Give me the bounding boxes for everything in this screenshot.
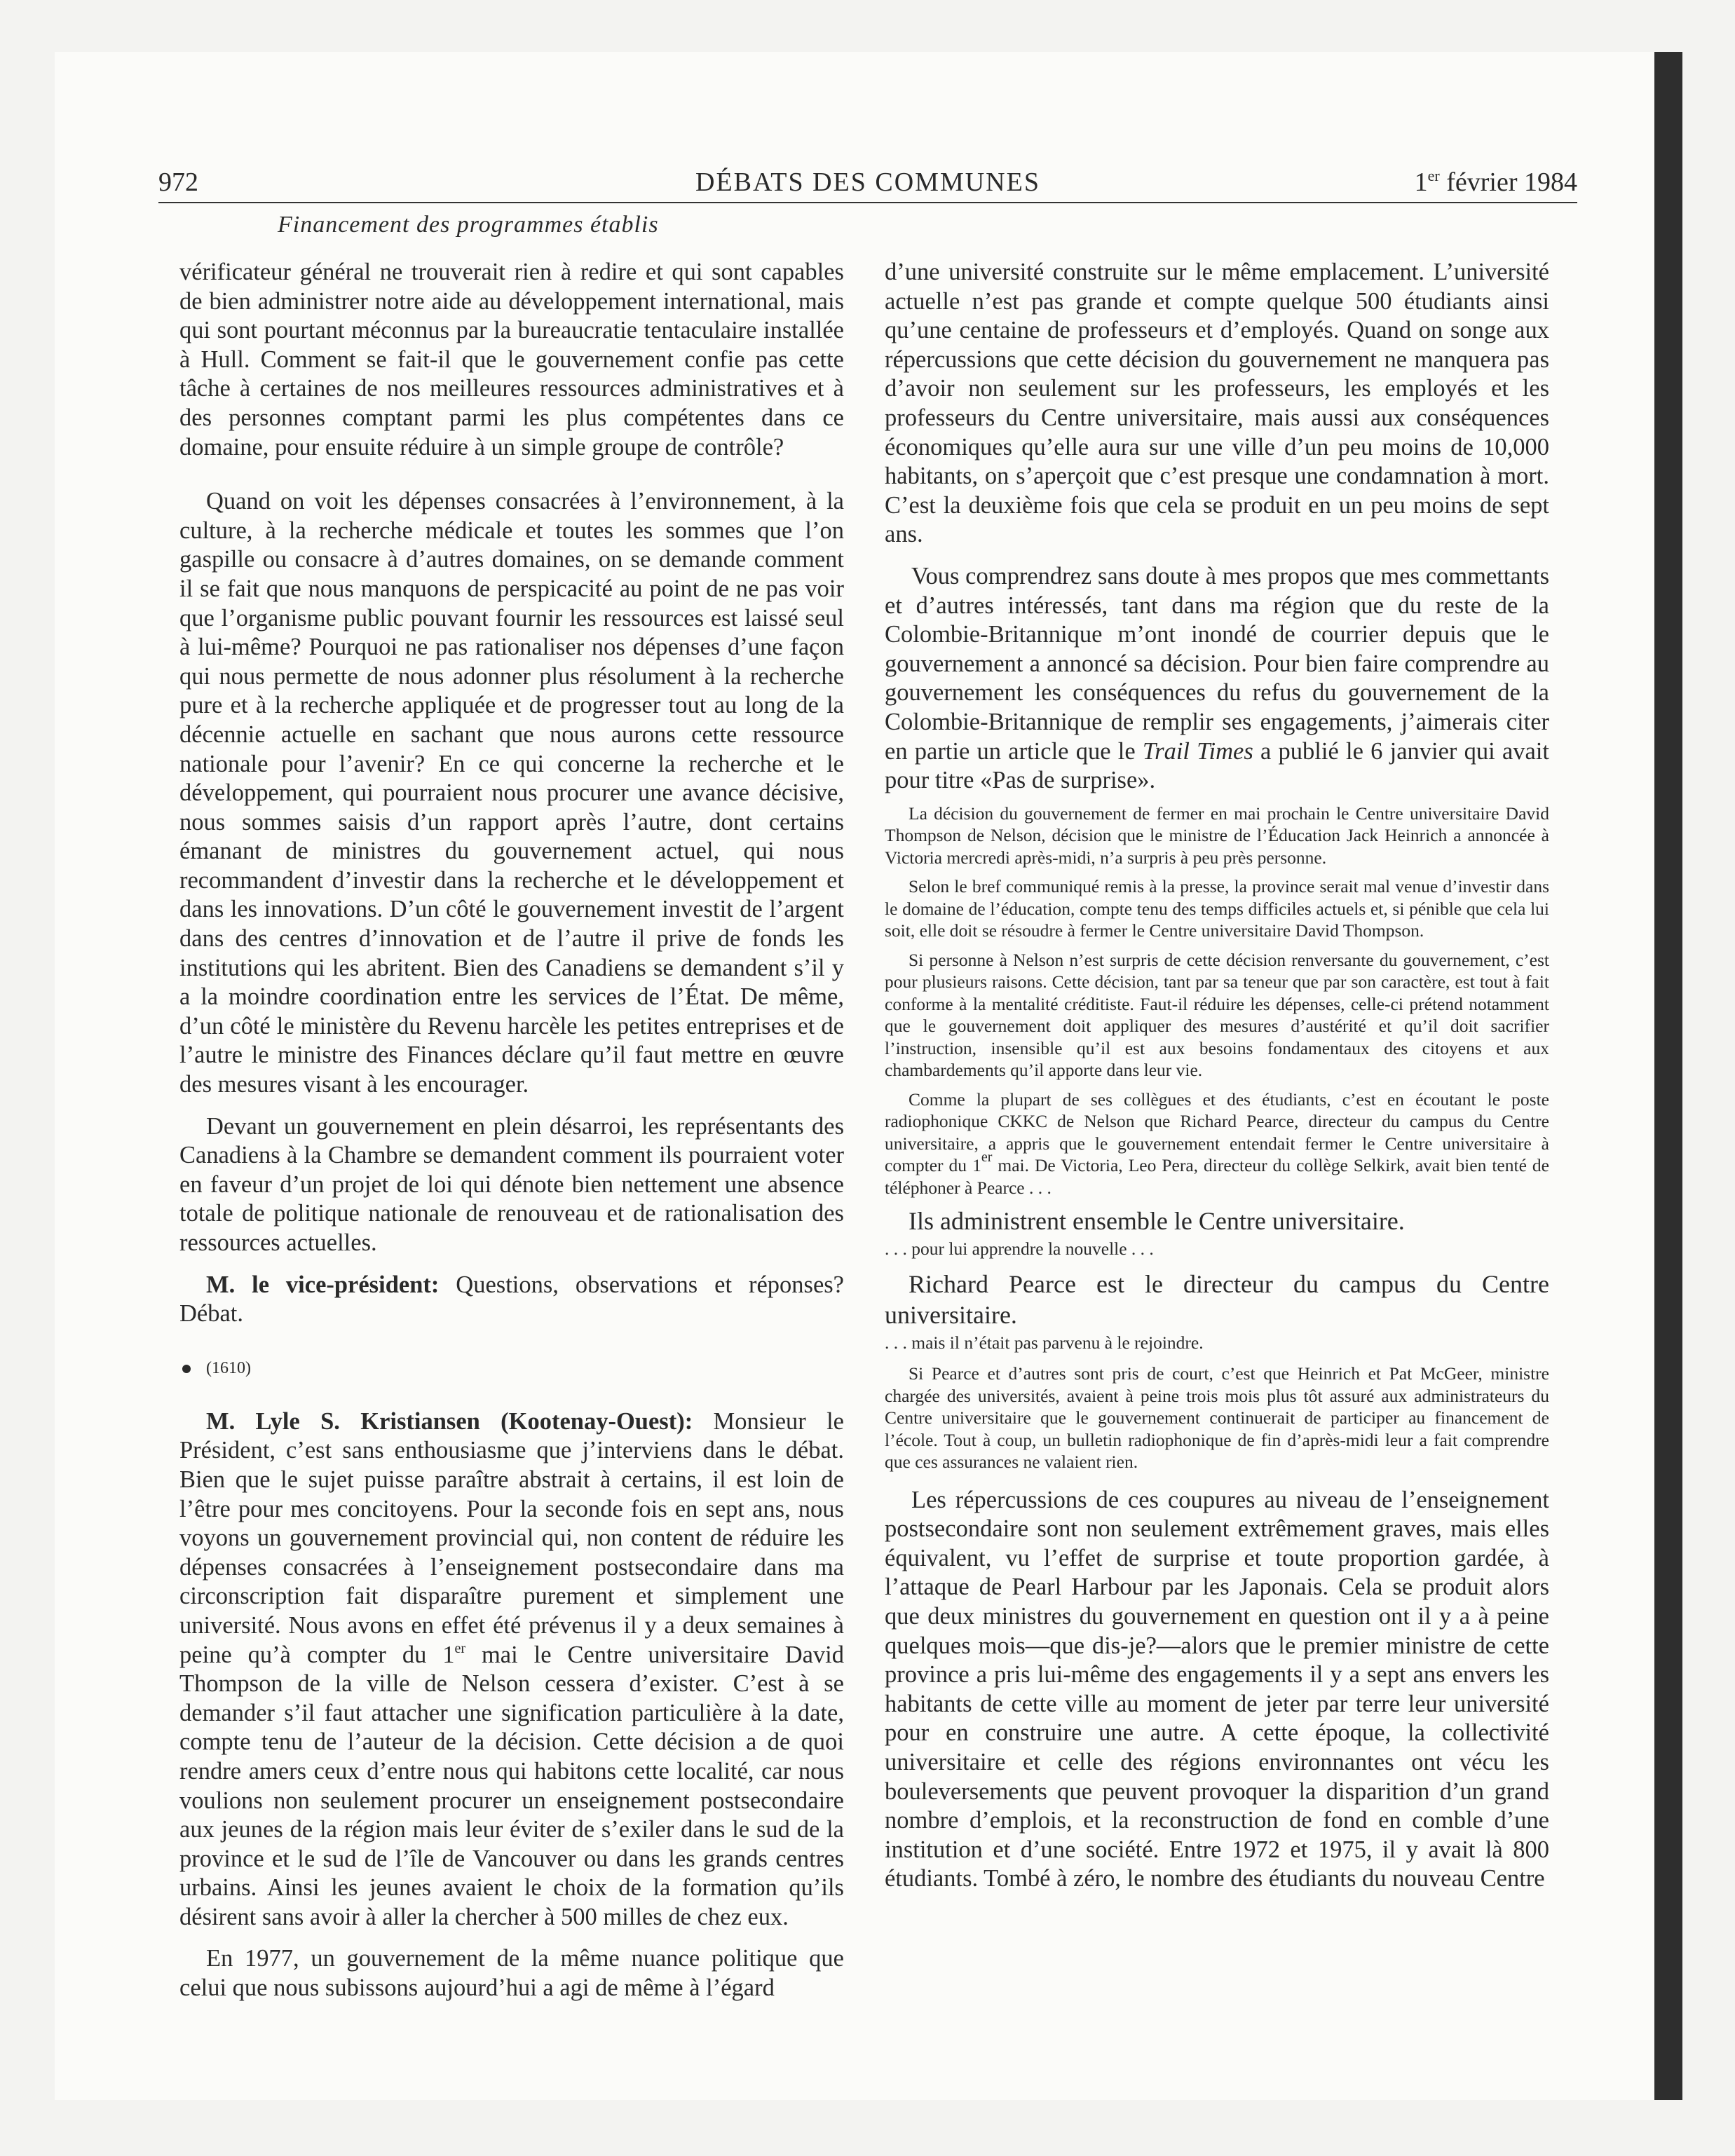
paragraph: Vous comprendrez sans doute à mes propos que mes commettants et d’autres intéressés, tant dans ma région que du reste de la Colombie-Britannique m’ont inondé de courrier depuis que le gouvernement a annoncé sa décision. Pour bien faire comprendre au gouvernement les conséquences du refus du gouvernement de la Colombie-Britannique de remplir ses engagements, j’aimerais citer en partie un article que le Trail Times a publié le 6 janvier qui avait pour titre «Pas de surprise». [885,562,1549,794]
paragraph: En 1977, un gouvernement de la même nuance politique que celui que nous subissons aujourd’hui a agi de même à l’égard [179,1945,844,2002]
time-marker: (1610) [179,1354,844,1382]
interjection: Ils administrent ensemble le Centre universitaire. [909,1207,1405,1236]
quoted-paragraph: Si personne à Nelson n’est surpris de cette décision renversante du gouvernement, c’est pour plusieurs raisons. Cette décision, tant par sa teneur que par son caractère, est tout à fait conforme à la mentalité créditiste. Faut-il réduire les dépenses, celle-ci prétend notamment que le gouvernement doit appliquer des mesures d’austérité et qu’il doit sacrifier l’instruction, insensible qu’il est aux besoins fondamentaux des citoyens et aux chambardements qu’il apporte dans leur vie. [885,949,1549,1081]
header-date: 1er février 1984 [1414,167,1577,197]
running-header [158,163,1577,203]
paragraph: d’une université construite sur le même emplacement. L’université actuelle n’est pas grande et compte quelque 500 étudiants ainsi qu’une centaine de professeurs et d’employés. Quand on songe aux répercussions que cette décision du gouvernement ne manquera pas d’avoir non seulement sur les professeurs, les employés et les professeurs du Centre universitaire, mais aussi aux conséquences économiques qu’elle aura sur une ville d’un peu moins de 10,000 habitants, on s’aperçoit que c’est presque une condamnation à mort. C’est la deuxième fois que cela se produit en un peu moins de sept ans. [885,259,1549,548]
paragraph: Devant un gouvernement en plein désarroi, les représentants des Canadiens à la Chambre se demandent comment ils pourraient voter en faveur d’un projet de loi qui dénote bien nettement une absence totale de politique nationale de renouveau et de rationalisation des ressources actuelles. [179,1112,844,1256]
newspaper-title: Trail Times [1142,737,1253,765]
quoted-paragraph: Comme la plupart de ses collègues et des étudiants, c’est en écoutant le poste radiophonique CKKC de Nelson que Richard Pearce, directeur du campus du Centre universitaire, a appris que le gouvernement entendait fermer le Centre universitaire à compter du 1er mai. De Victoria, Leo Pera, directeur du collège Selkirk, avait bien tenté de téléphoner à Pearce . . . [885,1089,1549,1198]
left-column [179,258,844,2038]
speaker-name: M. le vice-président: [206,1271,440,1298]
section-subheading: Financement des programmes établis [278,212,659,238]
bullet-icon [182,1365,191,1373]
paragraph: vérificateur général ne trouverait rien à redire et qui sont capables de bien administrer notre aide au développement international, mais qui sont pourtant méconnus par la bureaucratie tentaculaire installée à Hull. Comment se fait-il que le gouvernement confie pas cette tâche à certaines de nos meilleures ressources administratives et à des personnes comptant parmi les plus compétentes dans ce domaine, pour ensuite réduire à un simple groupe de contrôle? [179,259,844,460]
speaker-paragraph: M. le vice-président: Questions, observations et réponses? Débat. [179,1271,844,1328]
quoted-paragraph: La décision du gouvernement de fermer en mai prochain le Centre universitaire David Thompson de Nelson, décision que le ministre de l’Éducation Jack Heinrich a annoncée à Victoria mercredi après-midi, n’a surpris à peu près personne. [885,803,1549,868]
paragraph: Quand on voit les dépenses consacrées à l’environnement, à la culture, à la recherche médicale et toutes les sommes que l’on gaspille ou consacre à d’autres domaines, on se demande comment il se fait que nous manquons de perspicacité au point de ne pas voir que l’organisme public pouvant fournir les ressources est laissé seul à lui-même? Pourquoi ne pas rationaliser nos dépenses d’une façon qui nous permette de nous adonner plus résolument à la recherche pure et à la recherche appliquée et de progresser tout au long de la décennie actuelle en sachant que nous aurons cette ressource nationale pour l’avenir? En ce qui concerne la recherche et le développement, qui pourraient nous procurer une avance décisive, nous sommes saisis d’un rapport après l’autre, dont certains émanant de ministres du gouvernement actuel, qui nous recommandent d’investir dans la recherche et le développement et dans les innovations. D’un côté le gouvernement investit de l’argent dans des centres d’innovation et de l’autre il prive de fonds les institutions qui les abritent. Bien des Canadiens se demandent s’il y a la moindre coordination entre les services de l’État. De même, d’un côté le ministère du Revenu harcèle les petites entreprises et de l’autre le ministre des Finances déclare qu’il faut mettre en œuvre des mesures visant à les encourager. [179,488,844,1098]
speaker-name: M. Lyle S. Kristiansen (Kootenay-Ouest): [206,1407,693,1435]
paragraph: Les répercussions de ces coupures au niveau de l’enseignement postsecondaire sont non seulement extrêmement graves, mais elles équivalent, vu l’effet de surprise et toute proportion gardée, à l’attaque de Pearl Harbour par les Japonais. Cela se produit alors que deux ministres du gouvernement en question ont il y a à peine quelques mois—que dis-je?—alors que le premier ministre de cette province a pris lui-même des engagements il y a sept ans envers les habitants de cette ville au moment de jeter par terre leur université pour en construire une autre. A cette époque, la collectivité universitaire et celle des régions environnantes ont vécu les bouleversements que peuvent provoquer la disparition d’un grand nombre d’emplois, et la reconstruction de fond en comble d’une institution et d’une société. Entre 1972 et 1975, il y avait là 800 étudiants. Tombé à zéro, le nombre des étudiants du nouveau Centre [885,1486,1549,1892]
page-number: 972 [158,168,198,197]
interjection: Richard Pearce est le directeur du campus du Centre universitaire. [885,1270,1549,1330]
speaker-paragraph: M. Lyle S. Kristiansen (Kootenay-Ouest): Monsieur le Président, c’est sans enthousiasme que j’interviens dans le débat. Bien que le sujet puisse paraître abstrait à certains, il est loin de l’être pour mes concitoyens. Pour la seconde fois en sept ans, nous voyons un gouvernement provincial qui, non content de réduire les dépenses consacrées à l’enseignement postsecondaire dans ma circonscription fait disparaître purement et simplement une université. Nous avons en effet été prévenus il y a deux semaines à peine qu’à compter du 1er mai le Centre universitaire David Thompson de la ville de Nelson cessera d’exister. C’est à se demander s’il faut attacher une signification particulière à la date, compte tenu de l’auteur de la décision. Cette décision a de quoi rendre amers ceux d’entre nous qui habitons cette localité, car nous voulions non seulement procurer un enseignement postsecondaire aux jeunes de la région mais leur éviter de s’exiler dans le sud de la province et le sud de l’île de Vancouver ou dans les grands centres urbains. Ainsi les jeunes avaient le choix de la formation qu’ils désirent sans avoir à aller la chercher à 500 milles de chez eux. [179,1407,844,1930]
quoted-paragraph: Selon le bref communiqué remis à la presse, la province serait mal venue d’investir dans le domaine de l’éducation, compte tenu des temps difficiles actuels et, si pénible que cela lui soit, elle doit se résoudre à fermer le Centre universitaire David Thompson. [885,876,1549,941]
quote-fragment: . . . pour lui apprendre la nouvelle . . . [885,1239,1154,1260]
quoted-paragraph: Si Pearce et d’autres sont pris de court, c’est que Heinrich et Pat McGeer, ministre chargée des universités, avaient à peine trois mois plus tôt assuré aux administrateurs du Centre universitaire que le gouvernement continuerait de participer au financement de l’école. Tout à coup, un bulletin radiophonique de fin d’après-midi leur a fait comprendre que ces assurances ne valaient rien. [885,1363,1549,1473]
journal-title: DÉBATS DES COMMUNES [695,168,1040,197]
page-binding-edge [1654,52,1682,2100]
right-column [885,258,1549,2038]
quote-fragment: . . . mais il n’était pas parvenu à le rejoindre. [885,1332,1204,1353]
